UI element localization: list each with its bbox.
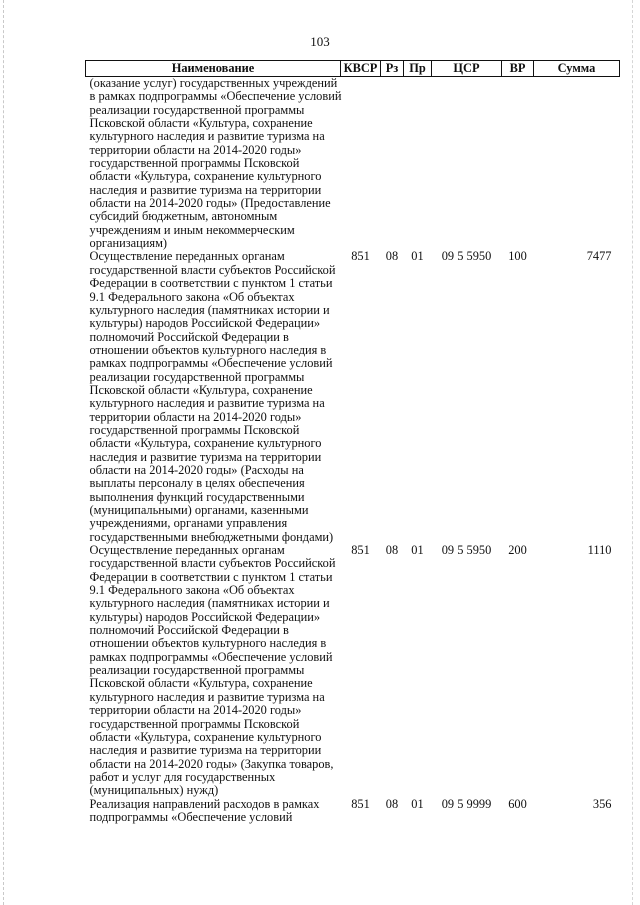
name-text-line: государственной программы Псковской (89, 716, 300, 731)
cell-kvsr: 851 (351, 796, 370, 811)
cell-pr: 01 (411, 796, 424, 811)
scan-edge-right (632, 0, 634, 905)
name-text-line: наследия и развитие туризма на территории (89, 743, 322, 758)
name-text-line: рамках подпрограммы «Обеспечение условий (89, 356, 333, 371)
name-text-line: 9.1 Федерального закона «Об объектах (89, 583, 295, 598)
cell-csr: 09 5 5950 (441, 249, 492, 264)
table-row (86, 544, 620, 798)
name-text-line: области «Культура, сохранение культурного (89, 436, 322, 451)
header-vr: ВР (502, 61, 534, 77)
header-pr: Пр (404, 61, 432, 77)
name-text-line: государственной программы Псковской (89, 156, 300, 171)
name-text-line: организациям) (89, 236, 168, 251)
name-text-line: Осуществление переданных органам (89, 249, 285, 264)
name-text-line: Федерации в соответствии с пунктом 1 статьи (89, 569, 333, 584)
cell-sum: 1110 (587, 543, 612, 558)
name-text-line: территории области на 2014-2020 годы» (89, 703, 302, 718)
name-text-line: 9.1 Федерального закона «Об объектах (89, 289, 295, 304)
table-row (86, 250, 620, 544)
row-name-cell (86, 544, 341, 798)
name-text-line: области на 2014-2020 годы» (Расходы на (89, 462, 304, 477)
header-rz: Рз (381, 61, 404, 77)
cell-vr: 100 (508, 249, 527, 264)
budget-table (85, 60, 620, 824)
name-text-line: области на 2014-2020 годы» (Предоставление (89, 196, 331, 211)
name-text-line: культурного наследия и развитие туризма на (89, 689, 325, 704)
name-text-line: реализации государственной программы (89, 369, 305, 384)
name-text-line: территории области на 2014-2020 годы» (89, 142, 302, 157)
header-csr: ЦСР (432, 61, 502, 77)
table-row (86, 77, 620, 251)
name-text-line: области на 2014-2020 годы» (Закупка товаров, (89, 756, 334, 771)
table-header-row (86, 61, 620, 77)
table-body (86, 77, 620, 825)
name-text-line: культурного наследия (памятниках истории и (89, 302, 330, 317)
name-text-line: субсидий бюджетным, автономным (89, 209, 278, 224)
cell-rz: 08 (385, 543, 399, 558)
name-text-line: учреждениям и иным некоммерческим (89, 222, 295, 237)
cell-csr: 09 5 9999 (441, 796, 492, 811)
name-text-line: культурного наследия и развитие туризма на (89, 396, 325, 411)
name-text-line: Осуществление переданных органам (89, 543, 285, 558)
row-name-cell (86, 77, 341, 251)
cell-kvsr: 851 (351, 249, 370, 264)
name-text-line: области «Культура, сохранение культурного (89, 729, 322, 744)
name-text-line: государственной программы Псковской (89, 422, 300, 437)
header-sum: Сумма (534, 61, 620, 77)
name-text-line: отношении объектов культурного наследия в (89, 636, 327, 651)
name-text-line: работ и услуг для государственных (89, 769, 276, 784)
name-text-line: территории области на 2014-2020 годы» (89, 409, 302, 424)
row-name-cell (86, 250, 341, 544)
cell-csr: 09 5 5950 (441, 543, 492, 558)
name-text-line: (муниципальными) органами, казенными (89, 503, 309, 517)
name-text-line: культурного наследия (памятниках истории и (89, 596, 330, 611)
name-text-line: реализации государственной программы (89, 663, 305, 678)
cell-kvsr: 851 (351, 543, 370, 558)
name-text-line: подпрограммы «Обеспечение условий (89, 809, 293, 824)
name-text-line: области «Культура, сохранение культурного (89, 169, 322, 184)
row-name-cell (86, 798, 341, 825)
name-text-line: (муниципальных) нужд) (89, 783, 219, 798)
name-text-line: Федерации в соответствии с пунктом 1 статьи (89, 276, 333, 291)
name-text-line: государственной власти субъектов Российской (89, 556, 336, 571)
name-text-line: культуры) народов Российской Федерации» (89, 316, 321, 331)
table-row (86, 798, 620, 825)
cell-pr: 01 (411, 249, 424, 264)
name-text-line: отношении объектов культурного наследия в (89, 342, 327, 357)
name-text-line: государственными внебюджетными фондами) (89, 529, 334, 544)
name-text-line: в рамках подпрограммы «Обеспечение условий (89, 89, 342, 104)
cell-csr (432, 77, 502, 251)
cell-sum: 356 (592, 796, 612, 811)
header-kvsr: КВСР (341, 61, 381, 77)
name-text-line: (оказание услуг) государственных учреждений (89, 76, 338, 90)
cell-sum (534, 77, 620, 251)
cell-rz: 08 (385, 249, 399, 264)
cell-vr (502, 77, 534, 251)
cell-rz: 08 (385, 796, 399, 811)
name-text-line: рамках подпрограммы «Обеспечение условий (89, 649, 333, 664)
name-text-line: Реализация направлений расходов в рамках (89, 796, 320, 811)
name-text-line: полномочий Российской Федерации в (89, 623, 289, 638)
cell-rz (381, 77, 404, 251)
name-text-line: реализации государственной программы (89, 102, 305, 117)
scan-edge-left (3, 0, 5, 905)
page-number: 103 (310, 34, 330, 49)
cell-vr: 200 (508, 543, 527, 558)
name-text-line: полномочий Российской Федерации в (89, 329, 289, 344)
name-text-line: Псковской области «Культура, сохранение (89, 116, 313, 131)
cell-pr (404, 77, 432, 251)
cell-sum: 7477 (586, 249, 612, 264)
cell-pr: 01 (411, 543, 424, 558)
name-text-line: выполнения функций государственными (89, 489, 305, 504)
cell-vr: 600 (508, 796, 527, 811)
name-text-line: учреждениями, органами управления (89, 516, 288, 531)
header-name: Наименование (86, 61, 341, 77)
name-text-line: наследия и развитие туризма на территории (89, 182, 322, 197)
name-text-line: наследия и развитие туризма на территории (89, 449, 322, 464)
name-text-line: выплаты персоналу в целях обеспечения (89, 476, 305, 491)
name-text-line: культуры) народов Российской Федерации» (89, 609, 321, 624)
name-text-line: государственной власти субъектов Российской (89, 262, 336, 277)
name-text-line: Псковской области «Культура, сохранение (89, 382, 313, 397)
cell-kvsr (341, 77, 381, 251)
name-text-line: Псковской области «Культура, сохранение (89, 676, 313, 691)
name-text-line: культурного наследия и развитие туризма на (89, 129, 325, 144)
